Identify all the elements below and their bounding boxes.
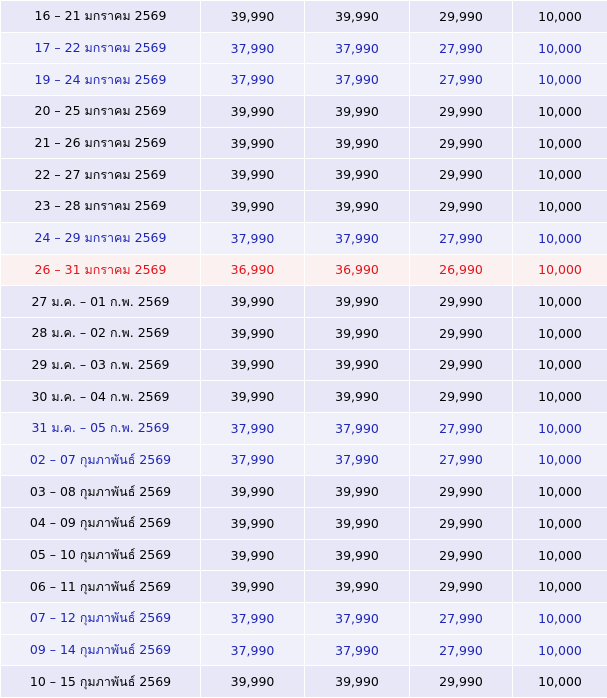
price-cell: 39,990 [201,539,305,571]
price-cell: 29,990 [410,1,513,33]
price-cell: 10,000 [513,508,607,540]
price-cell: 10,000 [513,159,607,191]
date-range-cell: 04 – 09 กุมภาพันธ์ 2569 [1,508,201,540]
price-cell: 29,990 [410,317,513,349]
price-cell: 36,990 [305,254,410,286]
price-cell: 10,000 [513,32,607,64]
price-cell: 37,990 [201,603,305,635]
price-cell: 37,990 [305,603,410,635]
price-cell: 29,990 [410,571,513,603]
date-range-cell: 16 – 21 มกราคม 2569 [1,1,201,33]
price-cell: 39,990 [201,191,305,223]
price-cell: 10,000 [513,222,607,254]
price-cell: 10,000 [513,349,607,381]
price-cell: 39,990 [305,286,410,318]
price-cell: 39,990 [305,127,410,159]
date-range-cell: 22 – 27 มกราคม 2569 [1,159,201,191]
price-cell: 10,000 [513,191,607,223]
table-row [1,539,607,571]
price-cell: 29,990 [410,476,513,508]
price-cell: 39,990 [201,96,305,128]
price-cell: 39,990 [305,1,410,33]
price-cell: 27,990 [410,412,513,444]
date-range-cell: 10 – 15 กุมภาพันธ์ 2569 [1,666,201,698]
price-cell: 39,990 [305,381,410,413]
price-cell: 27,990 [410,32,513,64]
table-row [1,159,607,191]
table-row [1,64,607,96]
price-cell: 37,990 [201,444,305,476]
price-cell: 10,000 [513,254,607,286]
price-cell: 39,990 [201,349,305,381]
date-range-cell: 03 – 08 กุมภาพันธ์ 2569 [1,476,201,508]
price-cell: 10,000 [513,539,607,571]
price-cell: 10,000 [513,634,607,666]
table-row [1,634,607,666]
price-cell: 27,990 [410,634,513,666]
price-cell: 29,990 [410,159,513,191]
price-cell: 10,000 [513,476,607,508]
price-cell: 37,990 [305,222,410,254]
price-cell: 10,000 [513,381,607,413]
price-cell: 39,990 [201,1,305,33]
table-row [1,317,607,349]
date-range-cell: 06 – 11 กุมภาพันธ์ 2569 [1,571,201,603]
price-cell: 27,990 [410,444,513,476]
price-cell: 37,990 [201,634,305,666]
table-row [1,32,607,64]
date-range-cell: 24 – 29 มกราคม 2569 [1,222,201,254]
price-cell: 10,000 [513,666,607,698]
price-cell: 29,990 [410,381,513,413]
price-cell: 39,990 [305,317,410,349]
date-range-cell: 20 – 25 มกราคม 2569 [1,96,201,128]
price-cell: 37,990 [305,444,410,476]
price-cell: 39,990 [201,666,305,698]
price-cell: 29,990 [410,539,513,571]
price-cell: 10,000 [513,1,607,33]
price-cell: 39,990 [201,381,305,413]
price-cell: 10,000 [513,286,607,318]
price-cell: 39,990 [305,476,410,508]
price-cell: 10,000 [513,96,607,128]
price-cell: 27,990 [410,64,513,96]
table-row [1,381,607,413]
date-range-cell: 23 – 28 มกราคม 2569 [1,191,201,223]
price-cell: 39,990 [201,317,305,349]
table-row [1,603,607,635]
price-cell: 39,990 [305,159,410,191]
price-cell: 37,990 [305,412,410,444]
table-row [1,222,607,254]
price-cell: 29,990 [410,191,513,223]
price-cell: 37,990 [201,222,305,254]
price-cell: 10,000 [513,603,607,635]
price-cell: 29,990 [410,508,513,540]
table-row [1,254,607,286]
table-row [1,286,607,318]
price-cell: 29,990 [410,349,513,381]
price-cell: 37,990 [201,412,305,444]
price-cell: 10,000 [513,412,607,444]
price-cell: 39,990 [305,349,410,381]
date-range-cell: 21 – 26 มกราคม 2569 [1,127,201,159]
date-range-cell: 31 ม.ค. – 05 ก.พ. 2569 [1,412,201,444]
price-cell: 29,990 [410,286,513,318]
table-row [1,191,607,223]
price-cell: 39,990 [201,286,305,318]
price-cell: 10,000 [513,571,607,603]
price-cell: 26,990 [410,254,513,286]
table-row [1,508,607,540]
date-range-cell: 29 ม.ค. – 03 ก.พ. 2569 [1,349,201,381]
price-cell: 37,990 [305,64,410,96]
price-cell: 39,990 [305,508,410,540]
price-cell: 29,990 [410,666,513,698]
price-cell: 27,990 [410,603,513,635]
price-cell: 39,990 [201,571,305,603]
table-row [1,349,607,381]
table-row [1,444,607,476]
date-range-cell: 17 – 22 มกราคม 2569 [1,32,201,64]
price-cell: 39,990 [201,127,305,159]
price-cell: 39,990 [305,571,410,603]
table-row [1,1,607,33]
date-range-cell: 27 ม.ค. – 01 ก.พ. 2569 [1,286,201,318]
price-cell: 10,000 [513,317,607,349]
price-cell: 39,990 [305,666,410,698]
price-cell: 29,990 [410,127,513,159]
price-cell: 37,990 [305,32,410,64]
price-cell: 36,990 [201,254,305,286]
price-cell: 10,000 [513,127,607,159]
price-cell: 37,990 [201,64,305,96]
date-range-cell: 26 – 31 มกราคม 2569 [1,254,201,286]
date-range-cell: 19 – 24 มกราคม 2569 [1,64,201,96]
price-cell: 10,000 [513,64,607,96]
table-row [1,96,607,128]
table-row [1,476,607,508]
price-cell: 39,990 [305,191,410,223]
date-range-cell: 07 – 12 กุมภาพันธ์ 2569 [1,603,201,635]
price-cell: 37,990 [201,32,305,64]
price-cell: 29,990 [410,96,513,128]
table-row [1,127,607,159]
price-cell: 39,990 [201,476,305,508]
date-range-cell: 30 ม.ค. – 04 ก.พ. 2569 [1,381,201,413]
price-cell: 27,990 [410,222,513,254]
price-cell: 39,990 [201,159,305,191]
date-range-cell: 09 – 14 กุมภาพันธ์ 2569 [1,634,201,666]
table-row [1,571,607,603]
table-row [1,412,607,444]
price-cell: 10,000 [513,444,607,476]
table-row [1,666,607,698]
price-cell: 39,990 [305,96,410,128]
date-range-cell: 28 ม.ค. – 02 ก.พ. 2569 [1,317,201,349]
price-cell: 37,990 [305,634,410,666]
price-cell: 39,990 [201,508,305,540]
date-range-cell: 05 – 10 กุมภาพันธ์ 2569 [1,539,201,571]
price-cell: 39,990 [305,539,410,571]
date-range-cell: 02 – 07 กุมภาพันธ์ 2569 [1,444,201,476]
